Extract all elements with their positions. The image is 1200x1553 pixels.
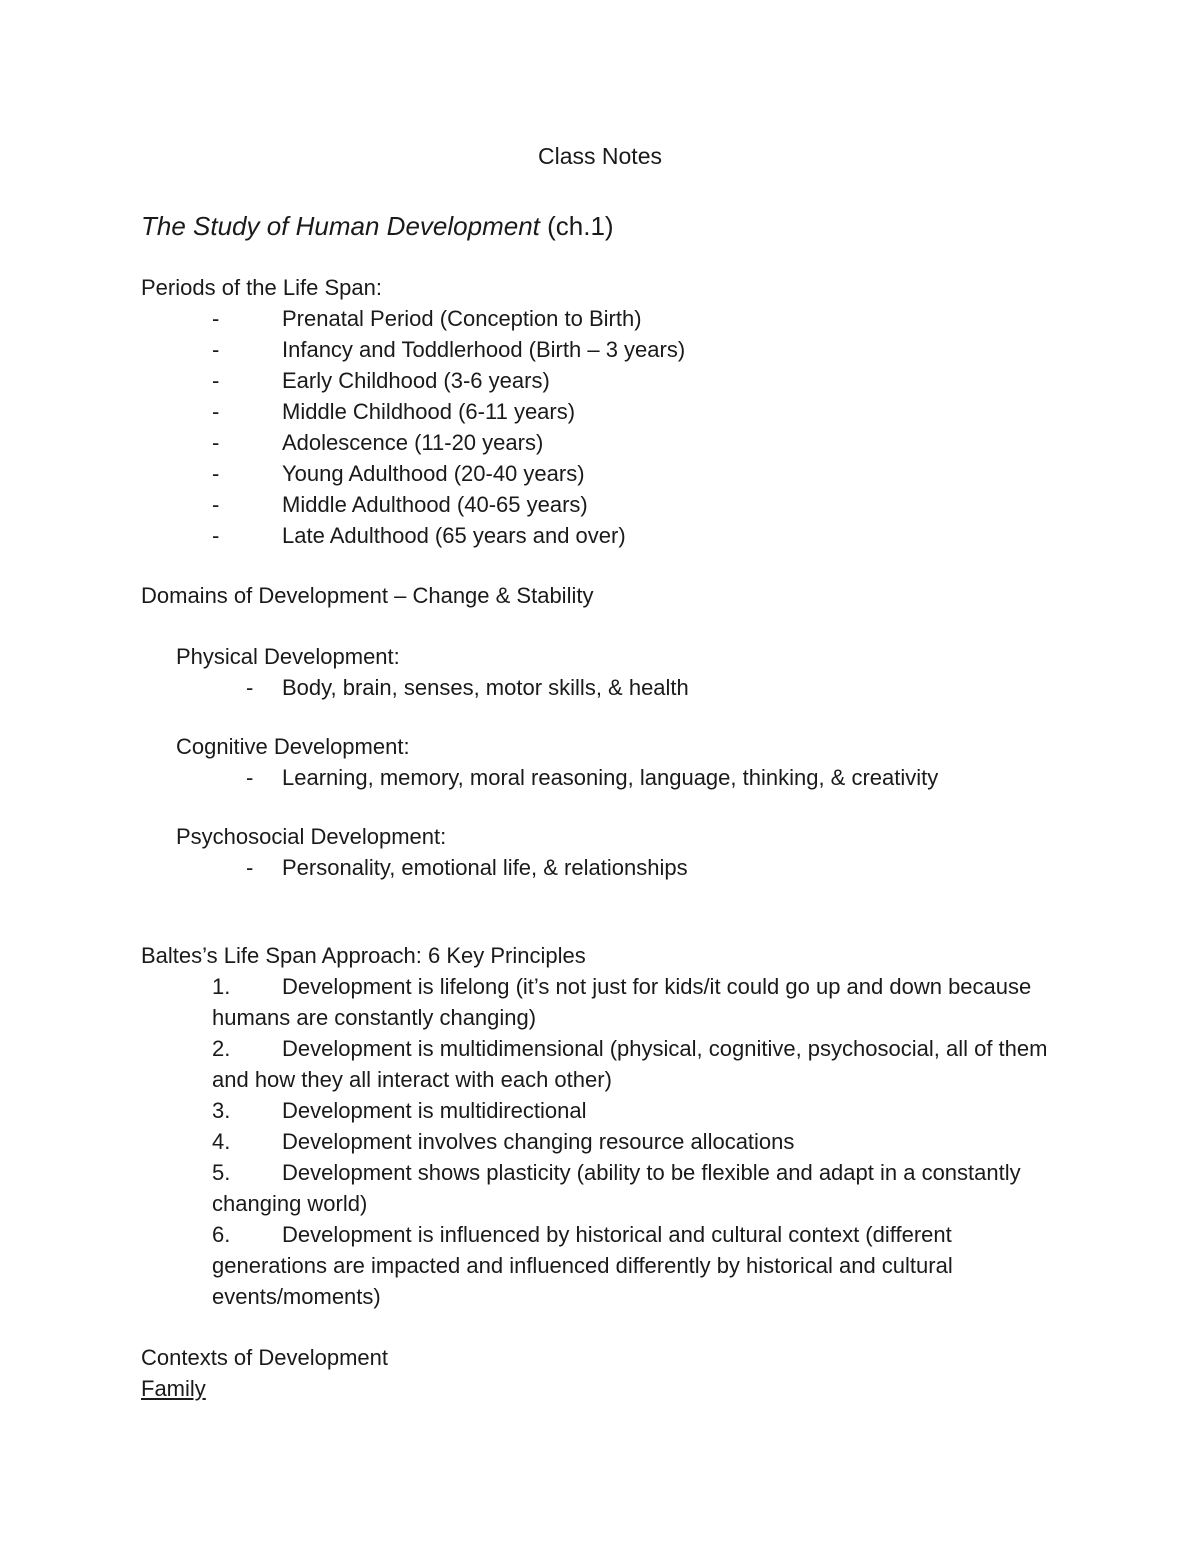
cognitive-heading: Cognitive Development:	[176, 734, 410, 759]
list-item	[212, 334, 685, 365]
periods-list	[212, 303, 685, 551]
list-item	[212, 520, 685, 551]
number-marker: 5.	[212, 1160, 231, 1185]
dash-marker: -	[212, 461, 220, 486]
physical-list	[246, 672, 689, 703]
period-text: Early Childhood (3-6 years)	[282, 368, 550, 393]
principle-text: Development shows plasticity (ability to be flexible and adapt in a constantly changing world)	[212, 1160, 1021, 1216]
number-marker: 2.	[212, 1036, 231, 1061]
list-item	[212, 458, 685, 489]
family-subheading: Family	[141, 1376, 206, 1401]
principle-text: Development is multidirectional	[282, 1098, 587, 1123]
dash-marker: -	[212, 368, 220, 393]
period-text: Middle Adulthood (40-65 years)	[282, 492, 588, 517]
principle-text: Development is influenced by historical and cultural context (different generations are impacted and influenced differently by historical and cultural events/moments)	[212, 1222, 953, 1309]
dash-marker: -	[212, 492, 220, 517]
number-marker: 1.	[212, 974, 231, 999]
principle-text: Development is multidimensional (physical, cognitive, psychosocial, all of them and how they all interact with each other)	[212, 1036, 1048, 1092]
number-marker: 6.	[212, 1222, 231, 1247]
list-item	[212, 427, 685, 458]
baltes-list	[212, 971, 1062, 1312]
page-title: Class Notes	[538, 143, 662, 169]
dash-marker: -	[212, 430, 220, 455]
list-item	[212, 1126, 1062, 1157]
dash-marker: -	[246, 855, 254, 880]
cognitive-text: Learning, memory, moral reasoning, language, thinking, & creativity	[282, 765, 939, 790]
list-item	[246, 762, 938, 793]
principle-text: Development is lifelong (it’s not just for kids/it could go up and down because humans are constantly changing)	[212, 974, 1032, 1030]
dash-marker: -	[212, 399, 220, 424]
period-text: Prenatal Period (Conception to Birth)	[282, 306, 642, 331]
chapter-heading	[141, 209, 614, 243]
period-text: Adolescence (11-20 years)	[282, 430, 544, 455]
list-item	[212, 1157, 1062, 1219]
list-item	[212, 1095, 1062, 1126]
contexts-heading: Contexts of Development	[141, 1345, 389, 1370]
list-item	[212, 365, 685, 396]
list-item	[212, 971, 1062, 1033]
baltes-heading: Baltes’s Life Span Approach: 6 Key Principles	[141, 943, 586, 968]
period-text: Infancy and Toddlerhood (Birth – 3 years)	[282, 337, 686, 362]
list-item	[212, 1033, 1062, 1095]
dash-marker: -	[212, 523, 220, 548]
list-item	[246, 672, 689, 703]
psychosocial-list	[246, 852, 688, 883]
period-text: Middle Childhood (6-11 years)	[282, 399, 576, 424]
number-marker: 3.	[212, 1098, 231, 1123]
physical-text: Body, brain, senses, motor skills, & health	[282, 675, 689, 700]
periods-heading: Periods of the Life Span:	[141, 275, 382, 300]
period-text: Young Adulthood (20-40 years)	[282, 461, 585, 486]
chapter-number: (ch.1)	[539, 211, 614, 241]
psychosocial-heading: Psychosocial Development:	[176, 824, 447, 849]
dash-marker: -	[246, 765, 254, 790]
cognitive-list	[246, 762, 938, 793]
number-marker: 4.	[212, 1129, 231, 1154]
physical-heading: Physical Development:	[176, 644, 400, 669]
domains-heading: Domains of Development – Change & Stability	[141, 583, 594, 608]
list-item	[212, 396, 685, 427]
chapter-title: The Study of Human Development	[141, 211, 540, 241]
dash-marker: -	[212, 306, 220, 331]
dash-marker: -	[246, 675, 254, 700]
dash-marker: -	[212, 337, 220, 362]
list-item	[246, 852, 688, 883]
psychosocial-text: Personality, emotional life, & relationships	[282, 855, 688, 880]
principle-text: Development involves changing resource allocations	[282, 1129, 795, 1154]
period-text: Late Adulthood (65 years and over)	[282, 523, 626, 548]
list-item	[212, 303, 685, 334]
list-item	[212, 1219, 1062, 1312]
list-item	[212, 489, 685, 520]
